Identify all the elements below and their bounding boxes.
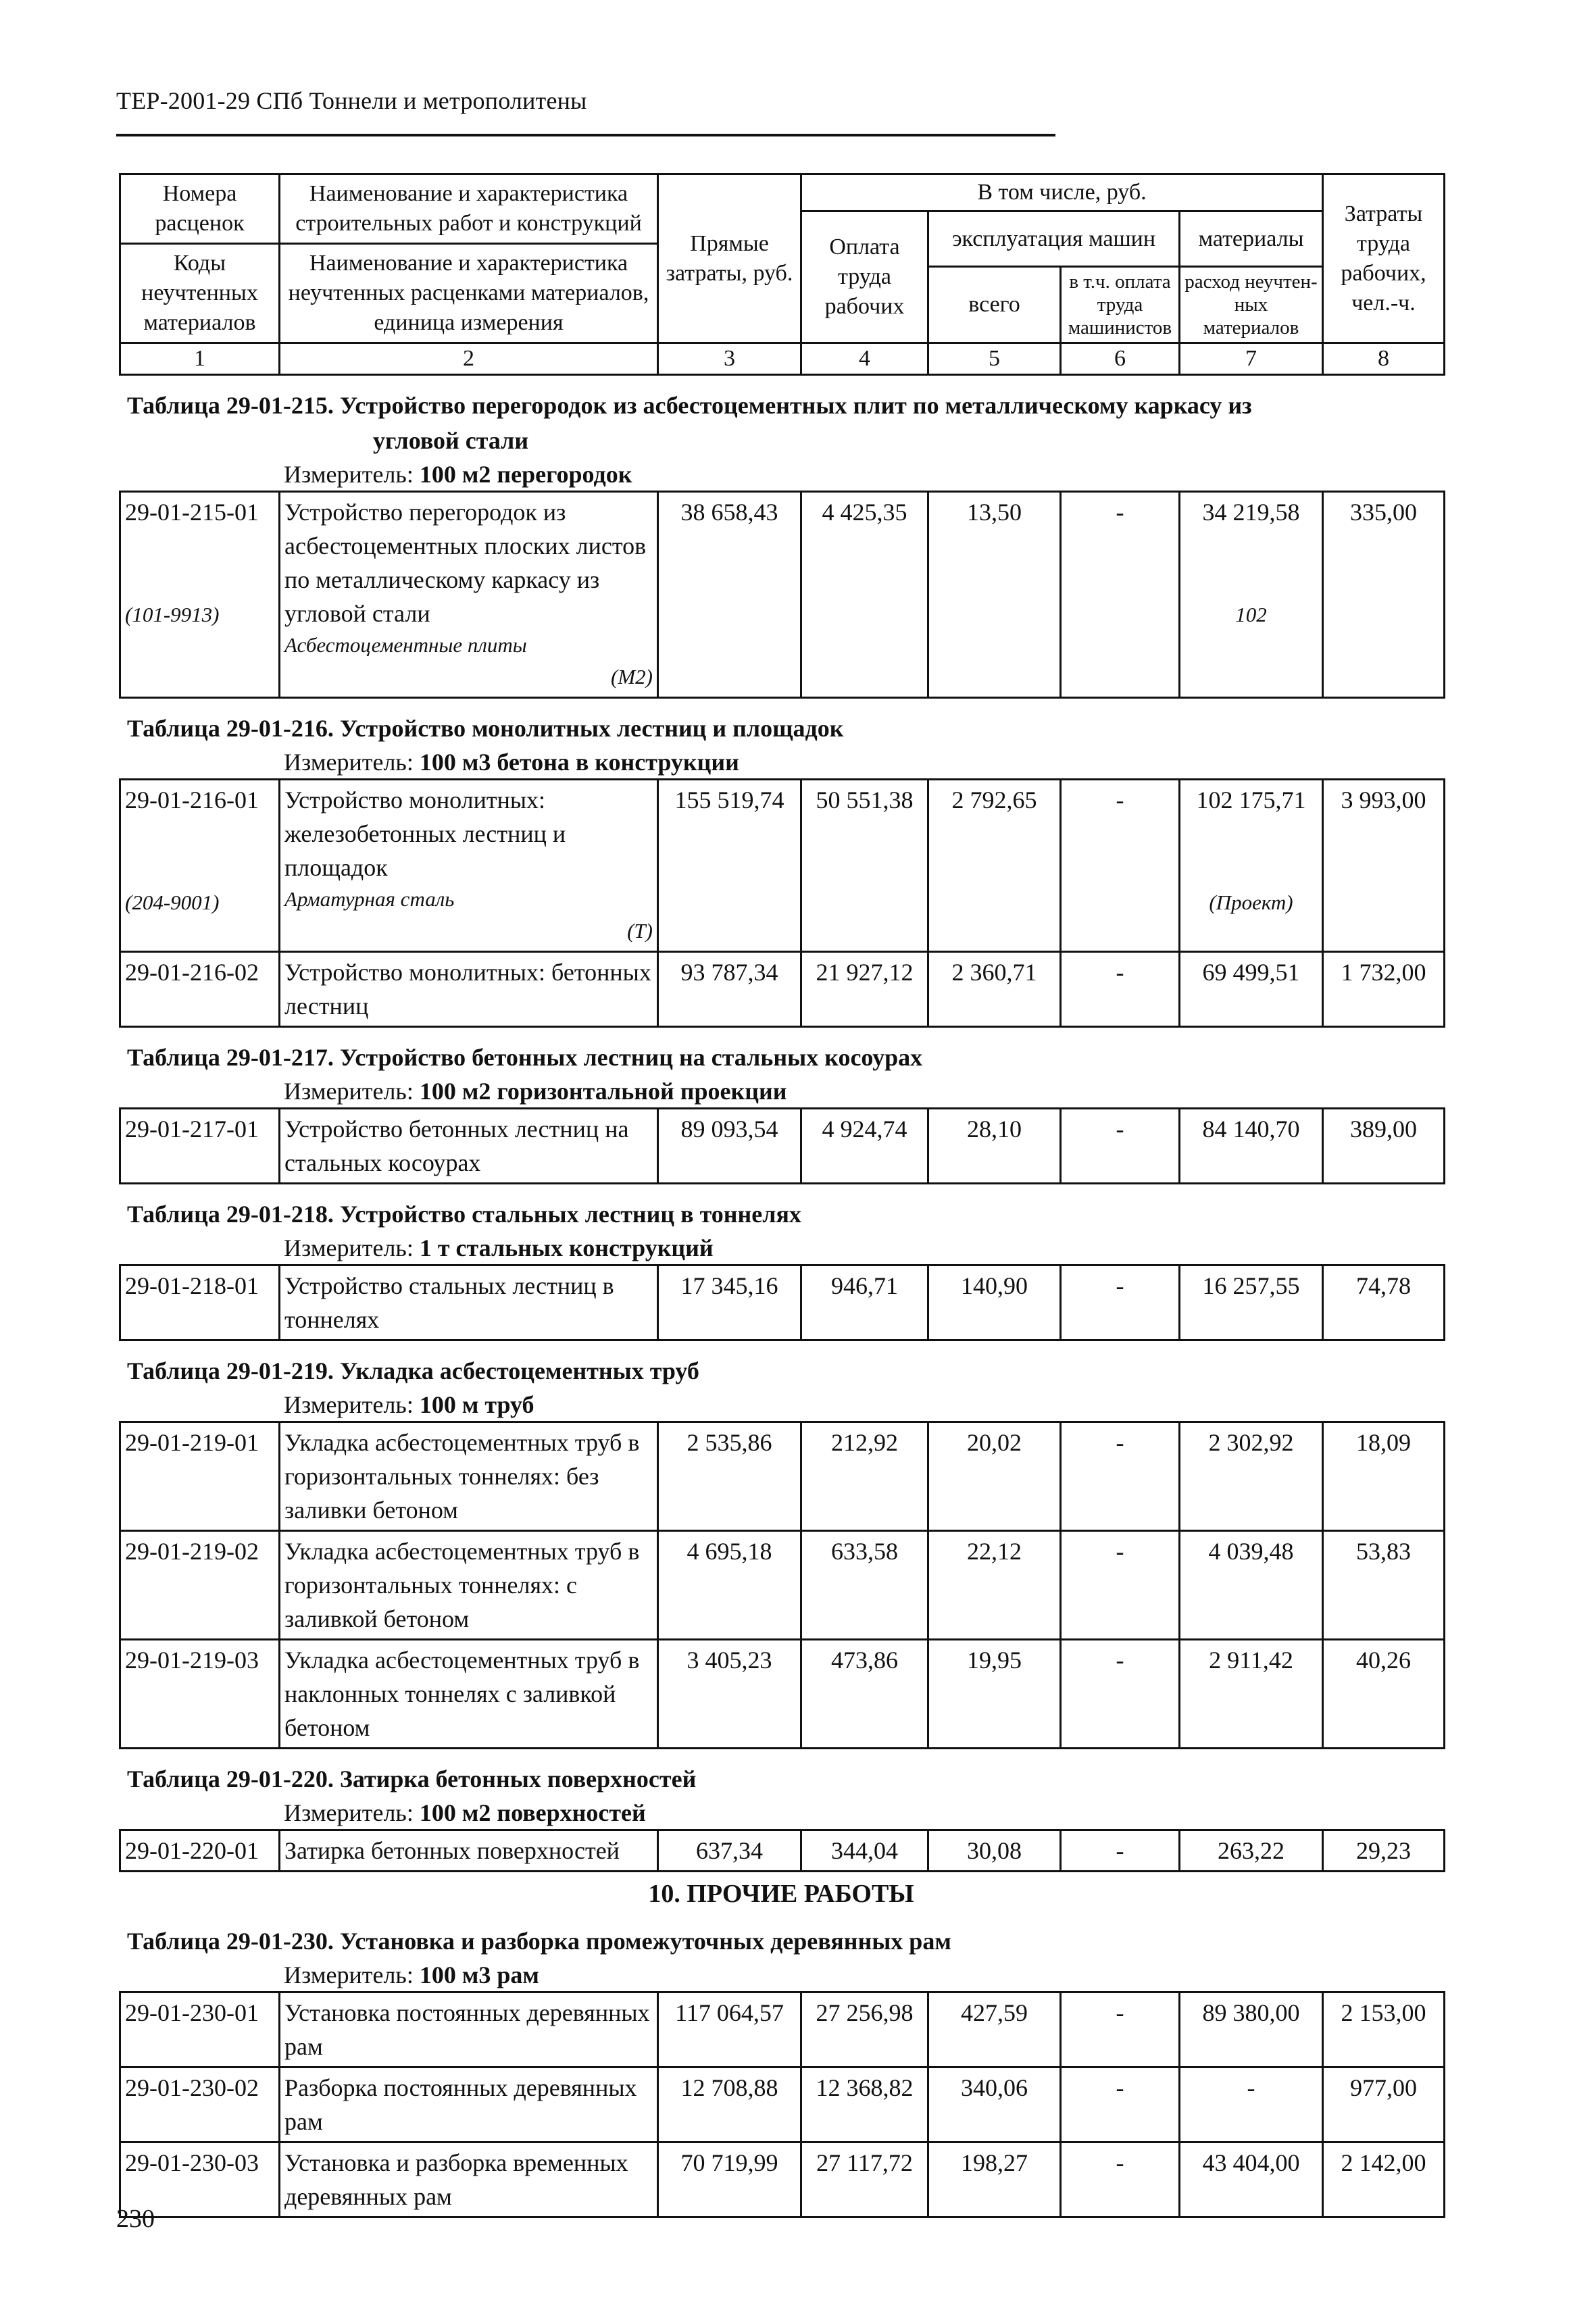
- value-mach-pay: -: [1116, 1538, 1124, 1565]
- value-materials: 69 499,51: [1202, 959, 1300, 986]
- work-name-cell: [280, 492, 658, 698]
- value-labor-pay: 633,58: [831, 1538, 898, 1565]
- table-row: [120, 1531, 1445, 1640]
- rate-code-cell: [120, 952, 280, 1027]
- material-name: Арматурная сталь: [284, 887, 455, 911]
- value-cell-mach-pay: [1061, 1109, 1180, 1184]
- value-cell-direct: [658, 1109, 801, 1184]
- rate-code-cell: [120, 1531, 280, 1640]
- material-unit: (Т): [627, 919, 653, 943]
- value-mach-pay: -: [1116, 1999, 1124, 2026]
- rate-code: 29-01-230-02: [125, 2074, 259, 2101]
- header-rule: [116, 134, 1055, 136]
- value-mach-total: 22,12: [967, 1538, 1022, 1565]
- col-header-rates: Номера расценок: [121, 175, 278, 245]
- work-name-cell: [280, 1830, 658, 1872]
- value-cell-mach-pay: [1061, 1992, 1180, 2067]
- value-cell-direct: [658, 2067, 801, 2142]
- value-direct: 3 405,23: [687, 1647, 772, 1674]
- material-quantity: (Проект): [1209, 891, 1293, 914]
- value-direct: 2 535,86: [687, 1429, 772, 1456]
- value-cell-mach-total: [928, 2142, 1061, 2217]
- material-code: (101-9913): [125, 603, 220, 626]
- value-mach-total: 13,50: [967, 499, 1022, 526]
- col-number-5: 5: [928, 343, 1061, 375]
- value-cell-direct: [658, 2142, 801, 2217]
- rate-table: [119, 1991, 1445, 2218]
- table-row: [120, 1640, 1445, 1749]
- table-row: [120, 780, 1445, 952]
- material-name: Асбестоцементные плиты: [284, 633, 527, 657]
- rate-table: [119, 1264, 1445, 1341]
- rate-table: [119, 1421, 1445, 1749]
- table-caption-text: Таблица 29-01-220. Затирка бетонных поверхностей: [127, 1765, 697, 1793]
- table-measure: [119, 1959, 1443, 1991]
- col-header-labor-pay: Оплата труда рабочих: [801, 211, 928, 343]
- value-cell-mach-pay: [1061, 2067, 1180, 2142]
- value-mach-total: 2 792,65: [951, 786, 1037, 813]
- rate-code: 29-01-230-03: [125, 2149, 259, 2176]
- value-cell-materials: [1180, 1992, 1323, 2067]
- value-cell-labor-pay: [801, 780, 928, 952]
- work-name: Установка постоянных деревянных рам: [284, 1999, 650, 2060]
- value-cell-direct: [658, 1992, 801, 2067]
- table-row: [120, 1265, 1445, 1340]
- work-name-cell: [280, 1109, 658, 1184]
- col-number-2: 2: [280, 343, 658, 375]
- value-cell-direct: [658, 1265, 801, 1340]
- value-cell-labor-pay: [801, 2142, 928, 2217]
- rate-table: [119, 778, 1445, 1028]
- value-mach-pay: -: [1116, 959, 1124, 986]
- value-cell-direct: [658, 780, 801, 952]
- value-cell-materials: [1180, 2067, 1323, 2142]
- col-header-material-name: Наименование и характеристика неучтенных расценками материалов, единица измерения: [288, 251, 649, 335]
- work-name: Устройство монолитных: железобетонных лестниц и площадок: [284, 786, 566, 881]
- value-mach-total: 2 360,71: [951, 959, 1037, 986]
- col-number-7: 7: [1180, 343, 1323, 375]
- col-number-3: 3: [658, 343, 801, 375]
- work-name: Устройство монолитных: бетонных лестниц: [284, 959, 651, 1020]
- table-row: [120, 1422, 1445, 1531]
- value-cell-labor-pay: [801, 2067, 928, 2142]
- value-mach-total: 198,27: [961, 2149, 1028, 2176]
- value-materials: 2 911,42: [1209, 1647, 1293, 1674]
- measure-label: Измеритель:: [284, 1234, 414, 1261]
- work-name-cell: [280, 1992, 658, 2067]
- material-quantity: 102: [1235, 603, 1267, 626]
- value-cell-labor: [1323, 1422, 1445, 1531]
- value-cell-mach-total: [928, 1830, 1061, 1872]
- rate-code-cell: [120, 2067, 280, 2142]
- value-cell-labor-pay: [801, 1640, 928, 1749]
- work-name: Устройство перегородок из асбестоцементных плоских листов по металлическому каркасу из угловой стали: [284, 499, 647, 627]
- value-cell-mach-total: [928, 492, 1061, 698]
- value-cell-direct: [658, 1422, 801, 1531]
- measure-value: 100 м3 бетона в конструкции: [419, 749, 739, 776]
- value-cell-mach-pay: [1061, 1422, 1180, 1531]
- value-cell-materials: [1180, 1422, 1323, 1531]
- value-labor-pay: 27 117,72: [816, 2149, 913, 2176]
- value-labor: 40,26: [1356, 1647, 1411, 1674]
- value-cell-labor-pay: [801, 1422, 928, 1531]
- table-caption-text: Таблица 29-01-216. Устройство монолитных лестниц и площадок: [127, 715, 844, 742]
- value-cell-labor: [1323, 1109, 1445, 1184]
- value-cell-materials: [1180, 1265, 1323, 1340]
- value-cell-labor: [1323, 952, 1445, 1027]
- value-cell-mach-pay: [1061, 492, 1180, 698]
- measure-value: 100 м2 горизонтальной проекции: [419, 1078, 787, 1105]
- measure-value: 1 т стальных конструкций: [419, 1234, 714, 1261]
- rate-code-cell: [120, 492, 280, 698]
- measure-value: 100 м2 поверхностей: [419, 1799, 646, 1826]
- value-materials: 16 257,55: [1202, 1272, 1300, 1299]
- table-caption: [127, 1353, 1443, 1388]
- table-caption: [127, 388, 1443, 458]
- value-cell-labor-pay: [801, 1830, 928, 1872]
- value-cell-materials: [1180, 952, 1323, 1027]
- value-materials: 34 219,58: [1202, 499, 1300, 526]
- value-labor: 74,78: [1356, 1272, 1411, 1299]
- value-labor: 29,23: [1356, 1837, 1411, 1864]
- value-cell-mach-pay: [1061, 952, 1180, 1027]
- value-cell-mach-total: [928, 1531, 1061, 1640]
- value-cell-mach-total: [928, 1265, 1061, 1340]
- value-mach-total: 30,08: [967, 1837, 1022, 1864]
- value-direct: 637,34: [696, 1837, 763, 1864]
- rate-table: [119, 491, 1445, 699]
- value-mach-pay: -: [1116, 1429, 1124, 1456]
- value-labor-pay: 27 256,98: [816, 1999, 914, 2026]
- value-cell-materials: [1180, 1109, 1323, 1184]
- value-cell-labor: [1323, 1640, 1445, 1749]
- table-row: [120, 2142, 1445, 2217]
- work-name: Устройство бетонных лестниц на стальных косоурах: [284, 1116, 629, 1176]
- work-name-cell: [280, 2142, 658, 2217]
- value-direct: 89 093,54: [680, 1116, 778, 1143]
- rate-code-cell: [120, 1830, 280, 1872]
- value-cell-mach-pay: [1061, 780, 1180, 952]
- value-mach-total: 427,59: [961, 1999, 1028, 2026]
- col-header-group: В том числе, руб.: [801, 174, 1323, 211]
- value-mach-pay: -: [1116, 1647, 1124, 1674]
- work-name-cell: [280, 1531, 658, 1640]
- value-materials: 84 140,70: [1202, 1116, 1300, 1143]
- value-cell-labor: [1323, 1992, 1445, 2067]
- value-cell-mach-total: [928, 2067, 1061, 2142]
- table-measure: [119, 458, 1443, 491]
- value-cell-mach-pay: [1061, 1640, 1180, 1749]
- value-direct: 38 658,43: [680, 499, 778, 526]
- value-materials: 263,22: [1218, 1837, 1285, 1864]
- table-row: [120, 2067, 1445, 2142]
- rate-tables: [119, 388, 1443, 2218]
- table-caption-text: Таблица 29-01-218. Устройство стальных лестниц в тоннелях: [127, 1201, 801, 1228]
- value-cell-mach-total: [928, 1640, 1061, 1749]
- work-name-cell: [280, 1265, 658, 1340]
- value-cell-direct: [658, 952, 801, 1027]
- value-labor: 389,00: [1350, 1116, 1417, 1143]
- rate-code: 29-01-230-01: [125, 1999, 259, 2026]
- measure-label: Измеритель:: [284, 1961, 414, 1988]
- table-caption-text: Таблица 29-01-219. Укладка асбестоцементных труб: [127, 1357, 699, 1384]
- value-cell-labor-pay: [801, 952, 928, 1027]
- col-header-machines: эксплуатация машин: [928, 211, 1180, 267]
- value-direct: 93 787,34: [680, 959, 778, 986]
- rate-code: 29-01-218-01: [125, 1272, 259, 1299]
- table-row: [120, 492, 1445, 698]
- rate-code: 29-01-217-01: [125, 1116, 259, 1143]
- value-cell-mach-pay: [1061, 2142, 1180, 2217]
- value-labor: 3 993,00: [1341, 786, 1426, 813]
- table-caption: [127, 1761, 1443, 1797]
- rate-code: 29-01-216-01: [125, 786, 259, 813]
- work-name-cell: [280, 952, 658, 1027]
- table-row: [120, 1109, 1445, 1184]
- value-cell-mach-total: [928, 1422, 1061, 1531]
- table-caption-text: Таблица 29-01-217. Устройство бетонных лестниц на стальных косоурах: [127, 1044, 923, 1071]
- measure-label: Измеритель:: [284, 749, 414, 776]
- value-labor-pay: 4 425,35: [822, 499, 907, 526]
- value-labor-pay: 4 924,74: [822, 1116, 907, 1143]
- rate-code: 29-01-215-01: [125, 499, 259, 526]
- value-labor: 2 153,00: [1341, 1999, 1426, 2026]
- value-labor-pay: 946,71: [831, 1272, 898, 1299]
- value-cell-labor: [1323, 2067, 1445, 2142]
- rate-code: 29-01-220-01: [125, 1837, 259, 1864]
- rate-code: 29-01-219-02: [125, 1538, 259, 1565]
- table-caption: [127, 711, 1443, 746]
- col-header-material-codes: Коды неучтенных материалов: [141, 251, 258, 335]
- value-cell-labor: [1323, 780, 1445, 952]
- value-cell-labor-pay: [801, 1109, 928, 1184]
- value-cell-labor-pay: [801, 1265, 928, 1340]
- table-measure: [119, 1232, 1443, 1264]
- col-number-1: 1: [120, 343, 280, 375]
- table-row: [120, 1992, 1445, 2067]
- work-name: Затирка бетонных поверхностей: [284, 1837, 620, 1864]
- value-materials: 4 039,48: [1208, 1538, 1294, 1565]
- material-unit: (М2): [611, 665, 653, 688]
- value-direct: 117 064,57: [675, 1999, 784, 2026]
- table-caption-text: Таблица 29-01-230. Установка и разборка промежуточных деревянных рам: [127, 1928, 951, 1955]
- value-labor-pay: 344,04: [831, 1837, 898, 1864]
- col-header-direct-costs: Прямые затраты, руб.: [658, 174, 801, 343]
- rate-code-cell: [120, 1992, 280, 2067]
- value-cell-labor-pay: [801, 1992, 928, 2067]
- page-number: 230: [116, 2205, 155, 2233]
- value-mach-total: 140,90: [961, 1272, 1028, 1299]
- table-caption-continuation: угловой стали: [373, 427, 529, 454]
- table-row: [120, 1830, 1445, 1872]
- value-cell-direct: [658, 492, 801, 698]
- table-measure: [119, 1075, 1443, 1107]
- value-labor-pay: 473,86: [831, 1647, 898, 1674]
- value-cell-labor-pay: [801, 1531, 928, 1640]
- value-direct: 4 695,18: [687, 1538, 772, 1565]
- page-header: ТЕР-2001-29 СПб Тоннели и метрополитены: [116, 87, 587, 114]
- col-header-work-name: Наименование и характеристика строительных работ и конструкций: [280, 175, 657, 245]
- value-labor-pay: 21 927,12: [816, 959, 914, 986]
- value-cell-mach-pay: [1061, 1531, 1180, 1640]
- rate-code: 29-01-219-03: [125, 1647, 259, 1674]
- col-header-materials: материалы: [1180, 211, 1323, 267]
- table-caption: [127, 1040, 1443, 1075]
- value-cell-direct: [658, 1830, 801, 1872]
- value-cell-labor: [1323, 1531, 1445, 1640]
- rate-code-cell: [120, 780, 280, 952]
- value-cell-labor: [1323, 492, 1445, 698]
- value-materials: 89 380,00: [1202, 1999, 1300, 2026]
- work-name-cell: [280, 1422, 658, 1531]
- section-title: 10. ПРОЧИЕ РАБОТЫ: [648, 1880, 914, 1908]
- value-direct: 70 719,99: [680, 2149, 778, 2176]
- work-name-cell: [280, 2067, 658, 2142]
- value-mach-total: 20,02: [967, 1429, 1022, 1456]
- value-mach-total: 28,10: [967, 1116, 1022, 1143]
- value-labor: 53,83: [1356, 1538, 1411, 1565]
- work-name: Устройство стальных лестниц в тоннелях: [284, 1272, 614, 1333]
- value-labor: 18,09: [1356, 1429, 1411, 1456]
- col-number-6: 6: [1061, 343, 1180, 375]
- col-header-names: [280, 174, 658, 343]
- value-mach-total: 19,95: [967, 1647, 1022, 1674]
- value-mach-pay: -: [1116, 2074, 1124, 2101]
- value-cell-labor: [1323, 1265, 1445, 1340]
- value-cell-labor-pay: [801, 492, 928, 698]
- value-cell-materials: [1180, 780, 1323, 952]
- work-name: Установка и разборка временных деревянных рам: [284, 2149, 628, 2210]
- rate-table: [119, 1829, 1445, 1872]
- col-header-machinist-pay: в т.ч. оплата труда машинистов: [1061, 267, 1180, 343]
- work-name: Укладка асбестоцементных труб в горизонтальных тоннелях: без заливки бетоном: [284, 1429, 640, 1524]
- rate-code-cell: [120, 1265, 280, 1340]
- measure-label: Измеритель:: [284, 461, 414, 488]
- rate-code-cell: [120, 1640, 280, 1749]
- rate-code: 29-01-216-02: [125, 959, 259, 986]
- measure-value: 100 м труб: [419, 1391, 534, 1418]
- value-cell-direct: [658, 1640, 801, 1749]
- measure-label: Измеритель:: [284, 1391, 414, 1418]
- value-cell-mach-pay: [1061, 1830, 1180, 1872]
- value-mach-pay: -: [1116, 499, 1124, 526]
- value-labor: 2 142,00: [1341, 2149, 1426, 2176]
- value-cell-direct: [658, 1531, 801, 1640]
- value-labor: 1 732,00: [1341, 959, 1426, 986]
- table-caption: [127, 1197, 1443, 1232]
- measure-label: Измеритель:: [284, 1078, 414, 1105]
- value-cell-mach-pay: [1061, 1265, 1180, 1340]
- value-mach-pay: -: [1116, 1272, 1124, 1299]
- table-measure: [119, 746, 1443, 778]
- rate-code-cell: [120, 1109, 280, 1184]
- value-cell-materials: [1180, 492, 1323, 698]
- value-cell-mach-total: [928, 780, 1061, 952]
- table-measure: [119, 1388, 1443, 1421]
- value-direct: 155 519,74: [674, 786, 784, 813]
- value-mach-pay: -: [1116, 1116, 1124, 1143]
- value-cell-materials: [1180, 1830, 1323, 1872]
- value-mach-total: 340,06: [961, 2074, 1028, 2101]
- table-measure: [119, 1797, 1443, 1829]
- value-labor: 335,00: [1350, 499, 1417, 526]
- col-header-labor: Затраты труда рабочих, чел.-ч.: [1323, 174, 1445, 343]
- col-number-4: 4: [801, 343, 928, 375]
- value-materials: 43 404,00: [1202, 2149, 1300, 2176]
- value-mach-pay: -: [1116, 786, 1124, 813]
- value-direct: 12 708,88: [680, 2074, 778, 2101]
- work-name: Укладка асбестоцементных труб в наклонных тоннелях с заливкой бетоном: [284, 1647, 640, 1741]
- value-cell-labor: [1323, 1830, 1445, 1872]
- value-cell-mach-total: [928, 1992, 1061, 2067]
- rate-table: [119, 1107, 1445, 1184]
- material-code: (204-9001): [125, 891, 220, 914]
- measure-value: 100 м2 перегородок: [419, 461, 632, 488]
- rate-code: 29-01-219-01: [125, 1429, 259, 1456]
- value-cell-mach-total: [928, 952, 1061, 1027]
- measure-label: Измеритель:: [284, 1799, 414, 1826]
- value-labor-pay: 12 368,82: [816, 2074, 914, 2101]
- table-row: [120, 952, 1445, 1027]
- value-mach-pay: -: [1116, 2149, 1124, 2176]
- value-direct: 17 345,16: [680, 1272, 778, 1299]
- work-name-cell: [280, 780, 658, 952]
- work-name: Укладка асбестоцементных труб в горизонтальных тоннелях: с заливкой бетоном: [284, 1538, 640, 1632]
- value-cell-materials: [1180, 2142, 1323, 2217]
- work-name-cell: [280, 1640, 658, 1749]
- col-header-codes: [120, 174, 280, 343]
- table-caption-text: Таблица 29-01-215. Устройство перегородок из асбестоцементных плит по металлическому каркасу из: [127, 392, 1252, 419]
- work-name: Разборка постоянных деревянных рам: [284, 2074, 637, 2135]
- col-header-machines-total: всего: [928, 267, 1061, 343]
- value-cell-labor: [1323, 2142, 1445, 2217]
- col-number-8: 8: [1323, 343, 1445, 375]
- value-materials: 2 302,92: [1208, 1429, 1294, 1456]
- column-header-table: [119, 173, 1445, 376]
- value-cell-materials: [1180, 1531, 1323, 1640]
- value-materials: -: [1247, 2074, 1255, 2101]
- value-mach-pay: -: [1116, 1837, 1124, 1864]
- rate-code-cell: [120, 1422, 280, 1531]
- value-materials: 102 175,71: [1196, 786, 1306, 813]
- value-labor-pay: 50 551,38: [816, 786, 914, 813]
- table-caption: [127, 1924, 1443, 1959]
- document-body: [119, 173, 1443, 2218]
- value-cell-materials: [1180, 1640, 1323, 1749]
- value-labor-pay: 212,92: [831, 1429, 898, 1456]
- value-labor: 977,00: [1350, 2074, 1417, 2101]
- measure-value: 100 м3 рам: [419, 1961, 539, 1988]
- col-header-unaccounted-materials: расход неучтен-ных материалов: [1180, 267, 1323, 343]
- value-cell-mach-total: [928, 1109, 1061, 1184]
